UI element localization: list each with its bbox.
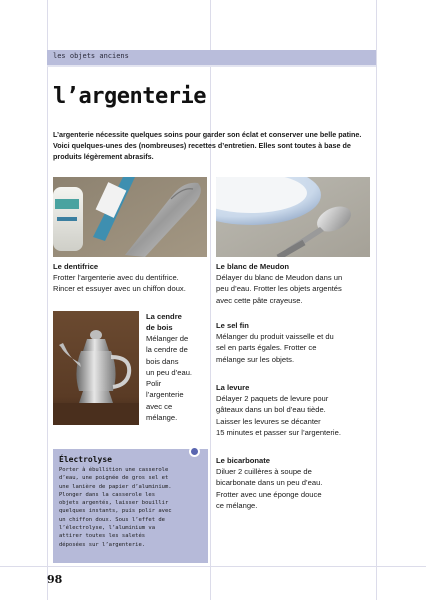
section-label: les objets anciens bbox=[53, 52, 129, 60]
electrolyse-line: une lanière de papier d’aluminium. bbox=[59, 483, 172, 490]
header-divider bbox=[47, 65, 376, 67]
cendre-line: l’argenterie bbox=[146, 390, 184, 400]
sel-line: Mélanger du produit vaisselle et du bbox=[216, 332, 334, 341]
dentifrice-heading: Le dentifrice bbox=[53, 262, 99, 271]
meudon-line: peu d’eau. Frotter les objets argentés bbox=[216, 284, 342, 294]
bicarbonate-line: bicarbonate dans un peu d’eau. bbox=[216, 478, 323, 488]
electrolyse-line: attirer toutes les saletés bbox=[59, 533, 146, 540]
levure-section bbox=[216, 382, 374, 438]
bicarbonate-line: ce mélange. bbox=[216, 500, 258, 510]
meudon-section bbox=[216, 261, 374, 306]
meudon-line: Délayer du blanc de Meudon dans un bbox=[216, 273, 343, 282]
bicarbonate-heading: Le bicarbonate bbox=[216, 456, 271, 465]
cendre-line: un peu d’eau. bbox=[146, 367, 193, 377]
page-number: 98 bbox=[47, 573, 63, 586]
page-title: l’argenterie bbox=[53, 84, 206, 109]
electrolyse-line: l’électrolyse, l’aluminium va bbox=[59, 525, 156, 532]
electrolyse-line: Plonger dans la casserole les bbox=[59, 491, 156, 498]
levure-line: Laisser les levures se décanter bbox=[216, 416, 321, 426]
dentifrice-section bbox=[53, 261, 209, 295]
bowl-and-silver-spoon-photo bbox=[216, 177, 370, 257]
sel-heading: Le sel fin bbox=[216, 321, 249, 330]
dentifrice-line: Frotter l’argenterie avec du dentifrice. bbox=[53, 273, 179, 282]
cendre-line: la cendre de bbox=[146, 345, 188, 355]
levure-line: gâteaux dans un bol d’eau tiède. bbox=[216, 405, 326, 415]
dentifrice-line: Rincer et essuyer avec un chiffon doux. bbox=[53, 284, 186, 294]
electrolyse-line: déposées sur l’argenterie. bbox=[59, 541, 146, 548]
cendre-line: Mélanger de bbox=[146, 334, 189, 343]
sel-line: sel en parts égales. Frotter ce bbox=[216, 343, 317, 353]
meudon-line: avec cette pâte crayeuse. bbox=[216, 295, 303, 305]
cendre-line: bois dans bbox=[146, 356, 179, 366]
layout-guide bbox=[210, 0, 211, 600]
bullet-dot-icon bbox=[189, 446, 200, 457]
electrolyse-line: Porter à ébullition une casserole bbox=[59, 467, 169, 473]
cendre-line: Polir bbox=[146, 379, 162, 389]
section-header-band bbox=[47, 50, 376, 65]
layout-guide bbox=[376, 0, 377, 600]
cendre-heading: de bois bbox=[146, 323, 173, 332]
intro-paragraph: L’argenterie nécessite quelques soins pour garder son éclat et conserver une belle patine. Voici quelques-unes des (nombreuses) recettes d’entretien. Elles sont toutes à base de produits légèrement abrasifs. bbox=[53, 130, 362, 161]
cendre-line: avec ce bbox=[146, 401, 173, 411]
electrolyse-text bbox=[59, 466, 205, 549]
cendre-heading: La cendre bbox=[146, 312, 182, 321]
layout-guide bbox=[0, 566, 426, 567]
toothpaste-and-silver-fork-photo bbox=[53, 177, 207, 257]
electrolyse-line: objets argentés, laisser bouillir bbox=[59, 500, 169, 507]
electrolyse-line: quelques instants, puis polir avec bbox=[59, 508, 172, 515]
bicarbonate-section bbox=[216, 455, 374, 511]
bicarbonate-line: Frotter avec une éponge douce bbox=[216, 489, 322, 499]
electrolyse-box bbox=[53, 449, 208, 563]
cendre-line: mélange. bbox=[146, 413, 178, 423]
layout-guide bbox=[47, 0, 48, 600]
electrolyse-heading: Électrolyse bbox=[59, 455, 112, 464]
sel-section bbox=[216, 320, 374, 365]
cendre-section bbox=[146, 311, 209, 423]
silver-teapot-photo bbox=[53, 311, 139, 425]
levure-heading: La levure bbox=[216, 383, 250, 392]
levure-line: 15 minutes et passer sur l’argenterie. bbox=[216, 427, 341, 437]
bicarbonate-line: Diluer 2 cuillères à soupe de bbox=[216, 467, 312, 476]
electrolyse-line: d’eau, une poignée de gros sel et bbox=[59, 475, 169, 482]
meudon-heading: Le blanc de Meudon bbox=[216, 262, 289, 271]
sel-line: mélange sur les objets. bbox=[216, 354, 295, 364]
levure-line: Délayer 2 paquets de levure pour bbox=[216, 394, 329, 403]
electrolyse-line: un chiffon doux. Sous l’effet de bbox=[59, 516, 165, 523]
